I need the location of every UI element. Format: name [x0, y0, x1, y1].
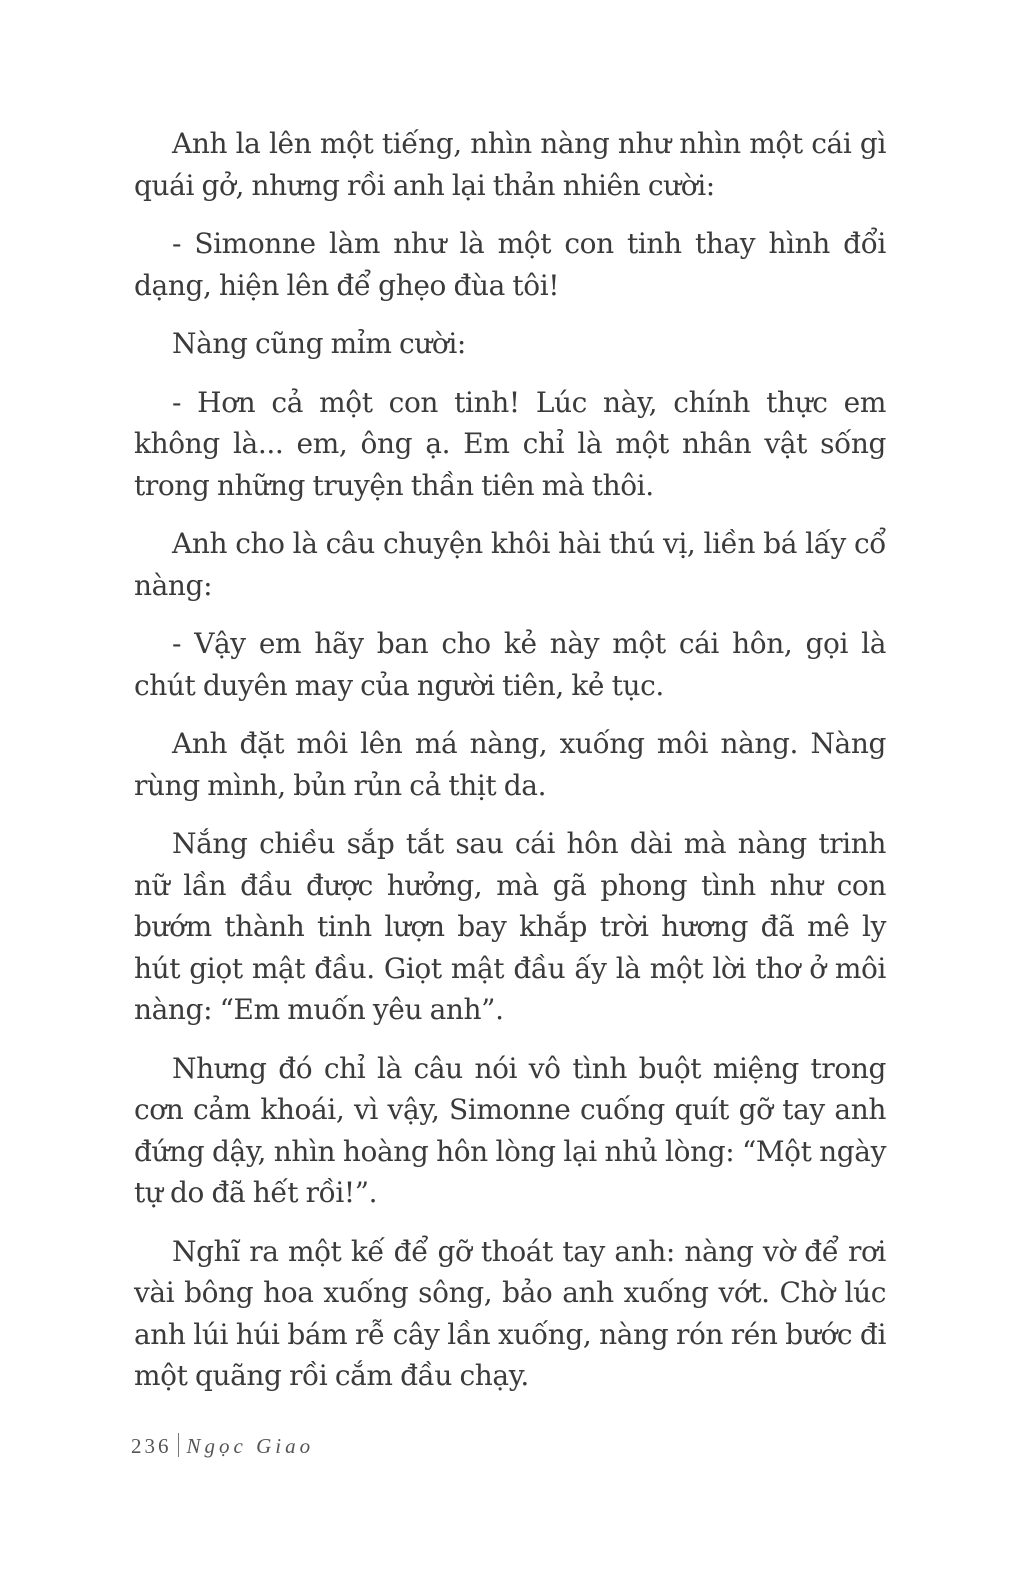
author-name: Ngọc Giao: [186, 1434, 315, 1458]
page-number: 236: [131, 1434, 172, 1458]
page-footer: [131, 1433, 314, 1459]
paragraph: - Simonne làm như là một con tinh thay hình đổi dạng, hiện lên để ghẹo đùa tôi!: [134, 227, 886, 302]
paragraph: Nắng chiều sắp tắt sau cái hôn dài mà nàng trinh nữ lần đầu được hưởng, mà gã phong tình như con bướm thành tinh lượn bay khắp trời hương đã mê ly hút giọt mật đầu. Giọt mật đầu ấy là một lời thơ ở môi nàng: “Em muốn yêu anh”.: [134, 827, 886, 1026]
paragraph: - Hơn cả một con tinh! Lúc này, chính thực em không là... em, ông ạ. Em chỉ là một nhân vật sống trong những truyện thần tiên mà thôi.: [134, 385, 886, 502]
paragraph: Anh đặt môi lên má nàng, xuống môi nàng. Nàng rùng mình, bủn rủn cả thịt da.: [134, 727, 886, 802]
body-text: [134, 123, 886, 1414]
paragraph: Anh la lên một tiếng, nhìn nàng như nhìn một cái gì quái gở, nhưng rồi anh lại thản nhiên cười:: [134, 127, 886, 202]
paragraph: Anh cho là câu chuyện khôi hài thú vị, liền bá lấy cổ nàng:: [134, 527, 886, 602]
footer-separator: [178, 1433, 179, 1457]
paragraph: Nghĩ ra một kế để gỡ thoát tay anh: nàng vờ để rơi vài bông hoa xuống sông, bảo anh xuống vớt. Chờ lúc anh lúi húi bám rễ cây lần xuống, nàng rón rén bước đi một quãng rồi cắm đầu chạy.: [134, 1234, 886, 1392]
paragraph: Nhưng đó chỉ là câu nói vô tình buột miệng trong cơn cảm khoái, vì vậy, Simonne cuống quít gỡ tay anh đứng dậy, nhìn hoàng hôn lòng lại nhủ lòng: “Một ngày tự do đã hết rồi!”.: [134, 1051, 886, 1209]
paragraph: - Vậy em hãy ban cho kẻ này một cái hôn, gọi là chút duyên may của người tiên, kẻ tục.: [134, 627, 886, 702]
paragraph: Nàng cũng mỉm cười:: [172, 327, 466, 360]
